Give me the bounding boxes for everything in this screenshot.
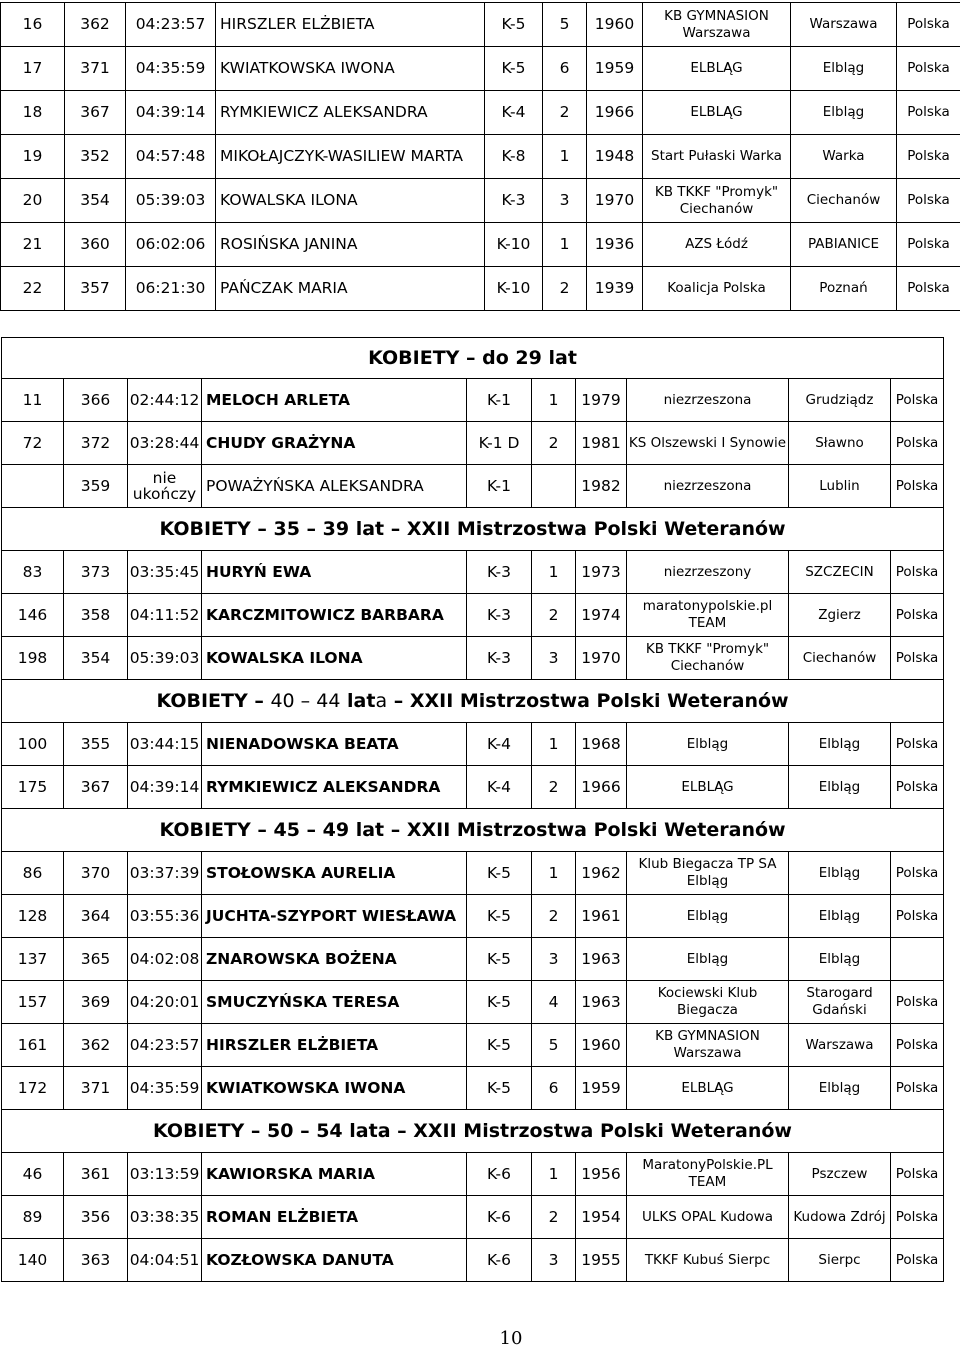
club-cell: niezrzeszona xyxy=(627,379,789,422)
category-place-cell: 3 xyxy=(532,938,576,981)
time-cell: 04:11:52 xyxy=(128,594,202,637)
table-row xyxy=(2,465,944,508)
city-cell: SZCZECIN xyxy=(789,551,891,594)
year-cell: 1970 xyxy=(587,179,643,223)
bib-cell: 357 xyxy=(65,267,126,311)
category-cell: K-10 xyxy=(485,223,543,267)
club-cell: ELBLĄG xyxy=(627,1067,789,1110)
bib-cell: 370 xyxy=(64,852,128,895)
place-cell xyxy=(2,465,64,508)
year-cell: 1979 xyxy=(576,379,627,422)
table-row xyxy=(2,422,944,465)
year-cell: 1936 xyxy=(587,223,643,267)
country-cell: Polska xyxy=(897,91,960,135)
club-cell: ELBLĄG xyxy=(627,766,789,809)
name-cell: POWAŻYŃSKA ALEKSANDRA xyxy=(202,465,467,508)
name-cell: RYMKIEWICZ ALEKSANDRA xyxy=(202,766,467,809)
bib-cell: 363 xyxy=(64,1239,128,1282)
city-cell: Warszawa xyxy=(791,3,897,47)
country-cell: Polska xyxy=(891,981,944,1024)
table-row xyxy=(2,1196,944,1239)
bib-cell: 358 xyxy=(64,594,128,637)
year-cell: 1966 xyxy=(587,91,643,135)
bib-cell: 366 xyxy=(64,379,128,422)
place-cell: 20 xyxy=(1,179,65,223)
name-cell: KWIATKOWSKA IWONA xyxy=(202,1067,467,1110)
category-place-cell: 2 xyxy=(532,594,576,637)
place-cell: 100 xyxy=(2,723,64,766)
category-cell: K-1 xyxy=(467,465,532,508)
category-results-table xyxy=(1,337,944,1282)
category-cell: K-6 xyxy=(467,1153,532,1196)
section-header-29 xyxy=(2,338,944,379)
category-cell: K-5 xyxy=(485,47,543,91)
year-cell: 1961 xyxy=(576,895,627,938)
category-cell: K-1 xyxy=(467,379,532,422)
table-row xyxy=(1,223,960,267)
table-row xyxy=(2,1239,944,1282)
place-cell: 175 xyxy=(2,766,64,809)
city-cell: Lublin xyxy=(789,465,891,508)
time-cell: 03:37:39 xyxy=(128,852,202,895)
time-cell: 04:23:57 xyxy=(126,3,216,47)
table-row xyxy=(1,3,960,47)
country-cell: Polska xyxy=(891,1024,944,1067)
table-row xyxy=(1,179,960,223)
club-cell: TKKF Kubuś Sierpc xyxy=(627,1239,789,1282)
bib-cell: 371 xyxy=(65,47,126,91)
category-place-cell: 3 xyxy=(532,1239,576,1282)
category-place-cell: 2 xyxy=(543,91,587,135)
table-row xyxy=(1,267,960,311)
name-cell: NIENADOWSKA BEATA xyxy=(202,723,467,766)
section-title xyxy=(2,680,944,723)
table-row xyxy=(2,938,944,981)
category-cell: K-5 xyxy=(467,938,532,981)
year-cell: 1960 xyxy=(587,3,643,47)
club-cell: niezrzeszony xyxy=(627,551,789,594)
category-place-cell xyxy=(532,465,576,508)
club-cell: Elbląg xyxy=(627,895,789,938)
club-cell: Elbląg xyxy=(627,723,789,766)
name-cell: RYMKIEWICZ ALEKSANDRA xyxy=(216,91,485,135)
category-cell: K-4 xyxy=(485,91,543,135)
city-cell: Ciechanów xyxy=(791,179,897,223)
name-cell: HURYŃ EWA xyxy=(202,551,467,594)
name-cell: KOZŁOWSKA DANUTA xyxy=(202,1239,467,1282)
top-results-table xyxy=(0,2,960,311)
section-header-s40 xyxy=(2,680,944,723)
table-row xyxy=(2,981,944,1024)
country-cell: Polska xyxy=(891,723,944,766)
category-cell: K-10 xyxy=(485,267,543,311)
city-cell: Sierpc xyxy=(789,1239,891,1282)
bib-cell: 362 xyxy=(65,3,126,47)
year-cell: 1939 xyxy=(587,267,643,311)
place-cell: 83 xyxy=(2,551,64,594)
title-part: lat xyxy=(340,690,375,712)
club-cell: niezrzeszona xyxy=(627,465,789,508)
name-cell: KOWALSKA ILONA xyxy=(216,179,485,223)
table-row xyxy=(1,135,960,179)
time-cell: 03:28:44 xyxy=(128,422,202,465)
country-cell xyxy=(891,938,944,981)
city-cell: Elbląg xyxy=(789,895,891,938)
category-place-cell: 2 xyxy=(532,766,576,809)
bib-cell: 355 xyxy=(64,723,128,766)
city-cell: Pszczew xyxy=(789,1153,891,1196)
category-cell: K-8 xyxy=(485,135,543,179)
club-cell: Klub Biegacza TP SA Elbląg xyxy=(627,852,789,895)
title-part: a xyxy=(375,690,387,712)
year-cell: 1982 xyxy=(576,465,627,508)
club-cell: KB GYMNASION Warszawa xyxy=(643,3,791,47)
city-cell: Warka xyxy=(791,135,897,179)
table-row xyxy=(2,895,944,938)
place-cell: 72 xyxy=(2,422,64,465)
place-cell: 86 xyxy=(2,852,64,895)
place-cell: 198 xyxy=(2,637,64,680)
category-place-cell: 1 xyxy=(543,223,587,267)
time-cell: 04:04:51 xyxy=(128,1239,202,1282)
year-cell: 1966 xyxy=(576,766,627,809)
bib-cell: 354 xyxy=(65,179,126,223)
category-results-body xyxy=(2,338,944,1282)
place-cell: 89 xyxy=(2,1196,64,1239)
section-title: KOBIETY – 45 – 49 lat – XXII Mistrzostwa Polski Weteranów xyxy=(2,809,944,852)
country-cell: Polska xyxy=(891,594,944,637)
category-cell: K-6 xyxy=(467,1196,532,1239)
bib-cell: 364 xyxy=(64,895,128,938)
club-cell: Koalicja Polska xyxy=(643,267,791,311)
bib-cell: 360 xyxy=(65,223,126,267)
category-place-cell: 1 xyxy=(532,551,576,594)
section-title: KOBIETY – do 29 lat xyxy=(2,338,944,379)
category-place-cell: 2 xyxy=(532,422,576,465)
category-place-cell: 2 xyxy=(532,895,576,938)
country-cell: Polska xyxy=(891,465,944,508)
year-cell: 1959 xyxy=(576,1067,627,1110)
time-cell: nie ukończy xyxy=(128,465,202,508)
bib-cell: 367 xyxy=(64,766,128,809)
city-cell: Elbląg xyxy=(789,723,891,766)
year-cell: 1963 xyxy=(576,981,627,1024)
city-cell: Poznań xyxy=(791,267,897,311)
year-cell: 1963 xyxy=(576,938,627,981)
city-cell: Elbląg xyxy=(791,47,897,91)
time-cell: 04:20:01 xyxy=(128,981,202,1024)
club-cell: Start Pułaski Warka xyxy=(643,135,791,179)
time-cell: 02:44:12 xyxy=(128,379,202,422)
place-cell: 140 xyxy=(2,1239,64,1282)
page-number: 10 xyxy=(0,1328,960,1349)
name-cell: MELOCH ARLETA xyxy=(202,379,467,422)
table-row xyxy=(2,637,944,680)
category-cell: K-4 xyxy=(467,766,532,809)
name-cell: JUCHTA-SZYPORT WIESŁAWA xyxy=(202,895,467,938)
bib-cell: 365 xyxy=(64,938,128,981)
category-place-cell: 4 xyxy=(532,981,576,1024)
category-place-cell: 5 xyxy=(543,3,587,47)
bib-cell: 367 xyxy=(65,91,126,135)
name-cell: ROMAN ELŻBIETA xyxy=(202,1196,467,1239)
time-cell: 04:39:14 xyxy=(128,766,202,809)
club-cell: Kociewski Klub Biegacza xyxy=(627,981,789,1024)
name-cell: KWIATKOWSKA IWONA xyxy=(216,47,485,91)
club-cell: KB TKKF "Promyk" Ciechanów xyxy=(627,637,789,680)
category-place-cell: 1 xyxy=(532,723,576,766)
city-cell: Elbląg xyxy=(789,852,891,895)
year-cell: 1956 xyxy=(576,1153,627,1196)
category-cell: K-3 xyxy=(467,637,532,680)
time-cell: 05:39:03 xyxy=(126,179,216,223)
year-cell: 1973 xyxy=(576,551,627,594)
place-cell: 146 xyxy=(2,594,64,637)
time-cell: 04:57:48 xyxy=(126,135,216,179)
time-cell: 03:38:35 xyxy=(128,1196,202,1239)
bib-cell: 352 xyxy=(65,135,126,179)
time-cell: 04:39:14 xyxy=(126,91,216,135)
place-cell: 21 xyxy=(1,223,65,267)
title-part: KOBIETY – xyxy=(156,690,270,712)
category-cell: K-3 xyxy=(467,594,532,637)
bib-cell: 354 xyxy=(64,637,128,680)
bib-cell: 362 xyxy=(64,1024,128,1067)
club-cell: KB TKKF "Promyk" Ciechanów xyxy=(643,179,791,223)
country-cell: Polska xyxy=(891,551,944,594)
time-cell: 06:21:30 xyxy=(126,267,216,311)
time-cell: 03:55:36 xyxy=(128,895,202,938)
year-cell: 1954 xyxy=(576,1196,627,1239)
country-cell: Polska xyxy=(891,852,944,895)
city-cell: Elbląg xyxy=(789,766,891,809)
place-cell: 11 xyxy=(2,379,64,422)
time-cell: 04:02:08 xyxy=(128,938,202,981)
city-cell: Grudziądz xyxy=(789,379,891,422)
bib-cell: 356 xyxy=(64,1196,128,1239)
category-cell: K-1 D xyxy=(467,422,532,465)
time-cell: 03:35:45 xyxy=(128,551,202,594)
name-cell: ROSIŃSKA JANINA xyxy=(216,223,485,267)
time-cell: 05:39:03 xyxy=(128,637,202,680)
title-part: – XXII Mistrzostwa Polski Weteranów xyxy=(387,690,788,712)
place-cell: 22 xyxy=(1,267,65,311)
category-place-cell: 1 xyxy=(543,135,587,179)
city-cell: Starogard Gdański xyxy=(789,981,891,1024)
time-cell: 04:35:59 xyxy=(128,1067,202,1110)
place-cell: 157 xyxy=(2,981,64,1024)
name-cell: STOŁOWSKA AURELIA xyxy=(202,852,467,895)
table-row xyxy=(2,1024,944,1067)
category-cell: K-5 xyxy=(467,1067,532,1110)
bib-cell: 373 xyxy=(64,551,128,594)
year-cell: 1970 xyxy=(576,637,627,680)
place-cell: 18 xyxy=(1,91,65,135)
name-cell: KAWIORSKA MARIA xyxy=(202,1153,467,1196)
country-cell: Polska xyxy=(897,179,960,223)
club-cell: ELBLĄG xyxy=(643,91,791,135)
bib-cell: 359 xyxy=(64,465,128,508)
club-cell: Elbląg xyxy=(627,938,789,981)
category-cell: K-5 xyxy=(467,1024,532,1067)
place-cell: 16 xyxy=(1,3,65,47)
table-row xyxy=(2,852,944,895)
section-title: KOBIETY – 35 – 39 lat – XXII Mistrzostwa Polski Weteranów xyxy=(2,508,944,551)
table-row xyxy=(1,47,960,91)
category-place-cell: 2 xyxy=(543,267,587,311)
name-cell: HIRSZLER ELŻBIETA xyxy=(216,3,485,47)
country-cell: Polska xyxy=(891,1239,944,1282)
city-cell: Elbląg xyxy=(789,938,891,981)
title-part: 40 – 44 xyxy=(270,690,340,712)
city-cell: Kudowa Zdrój xyxy=(789,1196,891,1239)
place-cell: 172 xyxy=(2,1067,64,1110)
table-row xyxy=(1,91,960,135)
category-cell: K-5 xyxy=(467,981,532,1024)
name-cell: HIRSZLER ELŻBIETA xyxy=(202,1024,467,1067)
city-cell: Zgierz xyxy=(789,594,891,637)
place-cell: 17 xyxy=(1,47,65,91)
club-cell: KB GYMNASION Warszawa xyxy=(627,1024,789,1067)
name-cell: ZNAROWSKA BOŻENA xyxy=(202,938,467,981)
country-cell: Polska xyxy=(891,1153,944,1196)
place-cell: 46 xyxy=(2,1153,64,1196)
section-title: KOBIETY – 50 – 54 lata – XXII Mistrzostwa Polski Weteranów xyxy=(2,1110,944,1153)
club-cell: ULKS OPAL Kudowa xyxy=(627,1196,789,1239)
country-cell: Polska xyxy=(891,766,944,809)
country-cell: Polska xyxy=(897,223,960,267)
place-cell: 137 xyxy=(2,938,64,981)
country-cell: Polska xyxy=(897,135,960,179)
country-cell: Polska xyxy=(891,422,944,465)
name-cell: KOWALSKA ILONA xyxy=(202,637,467,680)
category-cell: K-5 xyxy=(467,852,532,895)
category-place-cell: 3 xyxy=(532,637,576,680)
year-cell: 1981 xyxy=(576,422,627,465)
table-row xyxy=(2,379,944,422)
table-row xyxy=(2,551,944,594)
section-header-s35 xyxy=(2,508,944,551)
category-place-cell: 3 xyxy=(543,179,587,223)
year-cell: 1968 xyxy=(576,723,627,766)
country-cell: Polska xyxy=(891,379,944,422)
country-cell: Polska xyxy=(897,267,960,311)
city-cell: Sławno xyxy=(789,422,891,465)
place-cell: 128 xyxy=(2,895,64,938)
category-place-cell: 1 xyxy=(532,1153,576,1196)
club-cell: AZS Łódź xyxy=(643,223,791,267)
time-cell: 04:35:59 xyxy=(126,47,216,91)
place-cell: 19 xyxy=(1,135,65,179)
category-cell: K-3 xyxy=(467,551,532,594)
table-row xyxy=(2,594,944,637)
country-cell: Polska xyxy=(891,637,944,680)
bib-cell: 361 xyxy=(64,1153,128,1196)
category-place-cell: 1 xyxy=(532,852,576,895)
top-results-body xyxy=(1,3,960,311)
city-cell: Warszawa xyxy=(789,1024,891,1067)
name-cell: PAŃCZAK MARIA xyxy=(216,267,485,311)
bib-cell: 371 xyxy=(64,1067,128,1110)
country-cell: Polska xyxy=(891,1067,944,1110)
club-cell: KS Olszewski I Synowie xyxy=(627,422,789,465)
country-cell: Polska xyxy=(897,47,960,91)
bib-cell: 372 xyxy=(64,422,128,465)
year-cell: 1948 xyxy=(587,135,643,179)
table-row xyxy=(2,1153,944,1196)
table-row xyxy=(2,1067,944,1110)
year-cell: 1962 xyxy=(576,852,627,895)
category-place-cell: 1 xyxy=(532,379,576,422)
city-cell: PABIANICE xyxy=(791,223,897,267)
time-cell: 06:02:06 xyxy=(126,223,216,267)
category-place-cell: 5 xyxy=(532,1024,576,1067)
category-place-cell: 6 xyxy=(532,1067,576,1110)
country-cell: Polska xyxy=(891,1196,944,1239)
city-cell: Ciechanów xyxy=(789,637,891,680)
year-cell: 1955 xyxy=(576,1239,627,1282)
category-place-cell: 6 xyxy=(543,47,587,91)
year-cell: 1959 xyxy=(587,47,643,91)
category-cell: K-6 xyxy=(467,1239,532,1282)
table-row xyxy=(2,766,944,809)
category-place-cell: 2 xyxy=(532,1196,576,1239)
name-cell: MIKOŁAJCZYK-WASILIEW MARTA xyxy=(216,135,485,179)
club-cell: maratonypolskie.pl TEAM xyxy=(627,594,789,637)
place-cell: 161 xyxy=(2,1024,64,1067)
name-cell: SMUCZYŃSKA TERESA xyxy=(202,981,467,1024)
club-cell: MaratonyPolskie.PL TEAM xyxy=(627,1153,789,1196)
club-cell: ELBLĄG xyxy=(643,47,791,91)
section-header-s45 xyxy=(2,809,944,852)
category-cell: K-5 xyxy=(485,3,543,47)
year-cell: 1960 xyxy=(576,1024,627,1067)
country-cell: Polska xyxy=(891,895,944,938)
bib-cell: 369 xyxy=(64,981,128,1024)
time-cell: 03:13:59 xyxy=(128,1153,202,1196)
city-cell: Elbląg xyxy=(789,1067,891,1110)
year-cell: 1974 xyxy=(576,594,627,637)
category-cell: K-4 xyxy=(467,723,532,766)
category-cell: K-3 xyxy=(485,179,543,223)
name-cell: CHUDY GRAŻYNA xyxy=(202,422,467,465)
table-row xyxy=(2,723,944,766)
time-cell: 03:44:15 xyxy=(128,723,202,766)
category-cell: K-5 xyxy=(467,895,532,938)
city-cell: Elbląg xyxy=(791,91,897,135)
section-header-s50 xyxy=(2,1110,944,1153)
country-cell: Polska xyxy=(897,3,960,47)
name-cell: KARCZMITOWICZ BARBARA xyxy=(202,594,467,637)
time-cell: 04:23:57 xyxy=(128,1024,202,1067)
